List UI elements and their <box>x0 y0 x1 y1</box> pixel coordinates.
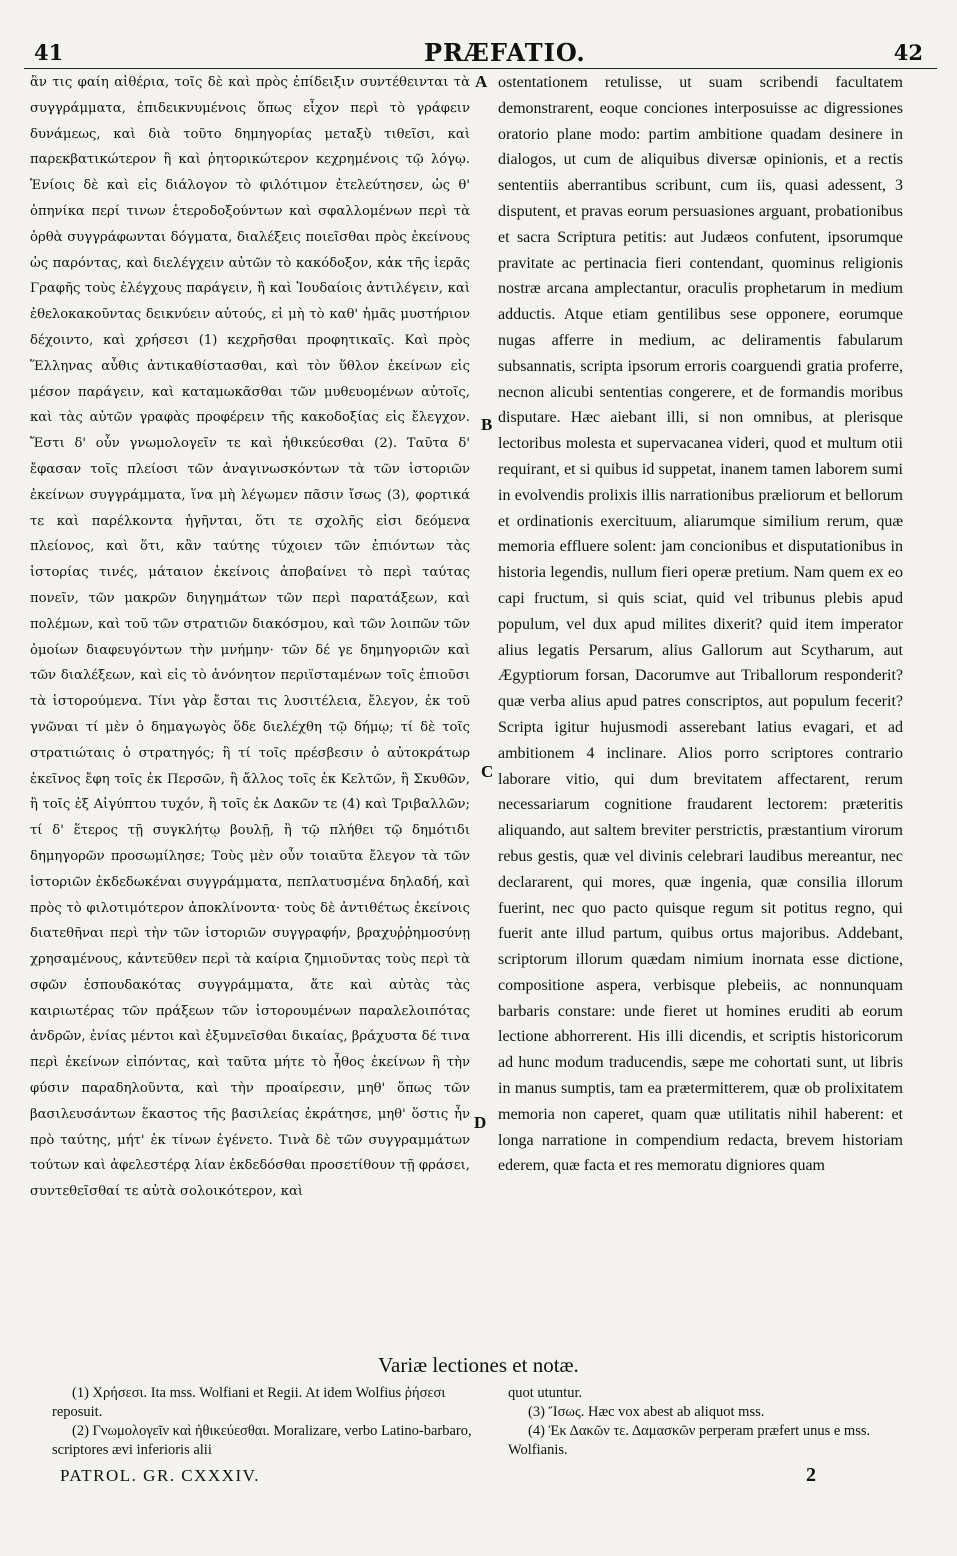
signature-mark: PATROL. GR. CXXXIV. <box>60 1466 260 1485</box>
page-title: PRÆFATIO. <box>424 38 586 67</box>
margin-letter-a: A <box>475 72 488 91</box>
page-number-right: 42 <box>893 40 923 65</box>
margin-letter-d: D <box>474 1113 487 1132</box>
note-4: (4) Ἐκ Δακῶν τε. Δαμασκῶν perperam præfert unus e mss. Wolfianis. <box>508 1423 871 1458</box>
latin-column: ostentationem retulisse, ut suam scribendi facultatem demonstrarent, eoque conciones interposuisse ac digressiones oratorio plane modo: partim ambitione quadam desinere in dialogos, ut cum de aliquibus diversæ opinionis, et a rectis sententiis aberrantibus scribunt, cum iis, quasi adessent, 3 disputent, et pravas eorum persuasiones arguant, probationibus et sacra Scriptura petitis: aut Judæos confutent, ipsorumque pravitate ac pertinacia fieri contendant, quominus religionis nostræ arcana amplectantur, oraculis prophetarum in medium adductis. Atque etiam gentilibus sese opponere, eorumque nugas afferre in medium, ac deliramentis fabularum subsannatis, scripta ipsorum erroris coarguendi gratia proferre, necnon alicubi sententias congerere, et de formandis moribus disputare. Hæc aiebant illi, si non omnibus, at plerisque lectoribus molesta et supervacanea videri, quod et multum otii requirant, et si quibus id suppetat, inanem tamen laborem sumi in evolvendis prolixis illis narrationibus præliorum et bellorum et ordinationis exercituum, aliarumque similium rerum, quæ memoria effluere solent: jam concionibus et disputationibus in historia legendis, nullum fieri operæ pretium. Nam quem ex eo capi fructum, si quis sciat, quid vel tribunus plebis apud populum, vel dux apud milites dixerit? quid item imperator alius legatis Persarum, alius Gallorum aut Scytharum, aut Ægyptiorum forsan, Dacorumve aut Triballorum responderit? quæ verba alius apud patres conscriptos, aut populum fecerit? Scripta igitur hujusmodi asserebant latius evagari, et ad ambitionem 4 inclinare. Alios porro scriptores contrario laborare vitio, qui dum brevitatem affectarent, rerum necessariarum cognitione fraudarent lectorem: præteritis aliquando, aut saltem breviter perstrictis, præstantium virorum rebus gestis, quæ vel divinis celebrari laudibus mereantur, nec declararent, qui mores, quæ ingenia, quæ consilia illorum fuerint, nec quo pacto quisque regum sit potitus regno, qui fuerit ante illud partum, quibus ortus majoribus. Addebant, scriptorum illorum quædam nimium inornata esse dictione, compositione aspera, verbisque plebeiis, ac nonnunquam barbaris constare: unde fieret ut homines eruditi ab eorum lectione abhorrerent. His illi dicendis, et scriptis historicorum ad hunc modum traducendis, sæpe me cohortati sunt, ut libris in manus sumptis, tam ea prætermitterem, quæ ob prolixitatem memoria non caperet, quam quæ utilitatis nihil haberent: et longa narratione in compendium redacta, brevem historiam ederem, quæ facta et res memoratu digniores quam <box>498 74 903 1175</box>
sheet-number: 2 <box>806 1464 816 1486</box>
greek-column: ἂν τις φαίη αἰθέρια, τοῖς δὲ καὶ πρὸς ἐπίδειξιν συντέθεινται τὰ συγγράμματα, ἐπιδεικνυμένοις ὅπως εἶχον περὶ τὸ γράφειν δυνάμεως, καὶ διὰ τοῦτο δημηγορίας μεταξὺ τιθεῖσι, καὶ παρεκβατικώτερον ἢ καὶ ῥητορικώτερον κεχρημένοις τῷ λόγῳ. Ἐνίοις δὲ καὶ εἰς διάλογον τὸ φιλότιμον ἐτελεύτησεν, ὡς θ' ὁπηνίκα περί τινων ἑτεροδοξούντων καὶ σφαλλομένων περὶ τὰ ὀρθὰ συγγράφωνται δόγματα, διαλέξεις ποιεῖσθαι πρὸς ἐκείνους ὡς παρόντας, καὶ διελέγχειν αὐτῶν τὸ κακόδοξον, κἀκ τῆς ἱερᾶς Γραφῆς τοὺς ἐλέγχους παράγειν, ἢ καὶ Ἰουδαίοις ἀντιλέγειν, καὶ ἐθελοκακοῦντας δεικνύειν αὐτούς, εἰ μὴ τὸ καθ' ἡμᾶς μυστήριον δέχοιντο, καὶ χρήσεσι (1) κεχρῆσθαι προφητικαῖς. Καὶ πρὸς Ἕλληνας αὖθις ἀντικαθίστασθαι, καὶ τὸν ὕθλον ἐκείνων εἰς μέσον παράγειν, καὶ καταμωκᾶσθαι τῶν μυθευομένων αὐτοῖς, καὶ τὰς αὐτῶν γραφὰς προφέρειν τῆς κακοδοξίας εἰς ἔλεγχον. Ἔστι δ' οὖν γνωμολογεῖν τε καὶ ἠθικεύεσθαι (2). Ταῦτα δ' ἔφασαν τοῖς πλείοσι τῶν ἀναγινωσκόντων τὰ τῶν ἱστοριῶν ἐκείνων συγγράμματα, ἵνα μὴ λέγωμεν πᾶσιν ἴσως (3), φορτικά τε καὶ παρέλκοντα ἡγῆνται, ὅτι τε σχολῆς εἰσι δεόμενα πλείονος, καὶ ὅτι, κἂν ταύτης τύχοιεν τῶν ἐπιόντων τὰς ἱστορίας τινές, μάταιον ἐκείνοις ἀποβαίνει τὸ περὶ ταύτας πονεῖν, τῶν μακρῶν διηγημάτων τῶν περὶ παρατάξεων, καὶ πολέμων, καὶ τοῦ τῶν στρατιῶν διακόσμου, καὶ τῶν λοιπῶν τῶν ὁμοίων διαφευγόντων τὴν μνήμην· τῶν δέ γε δημηγοριῶν καὶ τῶν διαλέξεων, καὶ εἰς τὸ ἀνόνητον περιϊσταμένων τοῖς ἐπιοῦσι τὰ ἱστορούμενα. Τίνι γὰρ ἔσται τις λυσιτέλεια, ἔλεγον, ἐκ τοῦ γνῶναι τί μὲν ὁ δημαγωγὸς ὅδε διελέχθη τῷ δήμῳ; τί δὲ τοῖς στρατιώταις ὁ στρατηγός; ἢ τί τοῖς πρέσβεσιν ὁ αὐτοκράτωρ ἐκεῖνος ἔφη τοῖς ἐκ Περσῶν, ἢ ἄλλος τοῖς ἐκ Κελτῶν, ἢ Σκυθῶν, ἢ τοῖς ἐξ Αἰγύπτου τυχόν, ἢ τοῖς ἐκ Δακῶν τε (4) καὶ Τριβαλλῶν; τί δ' ἕτερος τῇ συγκλήτῳ βουλῇ, ἢ τῷ πλήθει τῷ δημότιδι δημηγορῶν προσωμίλησε; Τοὺς μὲν οὖν τοιαῦτα ἔλεγον τὰ τῶν ἱστοριῶν ἐκδεδωκέναι συγγράμματα, πεπλατυσμένα δηλαδή, καὶ πρὸς τὸ φιλοτιμότερον ἀποκλίνοντα· τοὺς δὲ ἀντιθέτως ἐκείνοις διατεθῆναι περὶ τὴν τῶν ἱστοριῶν συγγραφήν, βραχυῤῥημοσύνῃ χρησαμένους, κἀντεῦθεν περὶ τὰ καίρια ζημιοῦντας τοὺς περὶ τὰ σφῶν ἐσπουδακότας συγγράμματα, ἅτε καὶ αὐτὰς τὰς καιριωτέρας τῶν πράξεων τῶν ἱστορουμένων παραλελοιπότας ἀνδρῶν, ἐνίας μέντοι καὶ ἐξυμνεῖσθαι δικαίας, βράχυστα δέ τινα περὶ ἐκείνων εἰπόντας, καὶ ταῦτα μήτε τὸ ἦθος ἐκείνων ἢ τὴν φύσιν παραδηλοῦντα, καὶ τὴν προαίρεσιν, μηθ' ὅπως τῶν βασιλευσάντων ἕκαστος τῆς βασιλείας ἐκράτησε, μηθ' ὅστις ἦν πρὸ ταύτης, μήτ' ἐκ τίνων ἐγένετο. Τινὰ δὲ τῶν συγγραμμάτων τούτων καὶ ἀφελεστέρᾳ λίαν ἐκδεδόσθαι προσετίθουν τῇ φράσει, συντεθεῖσθαί τε αὐτὰ σολοικότερον, καὶ <box>30 75 470 1200</box>
notes-left-column <box>52 1384 472 1460</box>
note-2-continued: quot utuntur. <box>508 1385 583 1401</box>
margin-letter-b: B <box>481 415 493 434</box>
note-3: (3) Ἴσως. Hæc vox abest ab aliquot mss. <box>528 1404 765 1420</box>
notes-title: Variæ lectiones et notæ. <box>378 1353 579 1377</box>
note-1: (1) Χρήσεσι. Ita mss. Wolfiani et Regii. At idem Wolfius ῥήσεσι reposuit. <box>52 1385 446 1420</box>
note-2: (2) Γνωμολογεῖν καὶ ἠθικεύεσθαι. Moralizare, verbo Latino-barbaro, scriptores ævi inferioris alii <box>52 1423 472 1458</box>
page-number-left: 41 <box>34 40 64 65</box>
notes-right-column <box>508 1384 928 1460</box>
margin-letter-c: C <box>481 762 494 781</box>
running-head <box>24 38 937 69</box>
